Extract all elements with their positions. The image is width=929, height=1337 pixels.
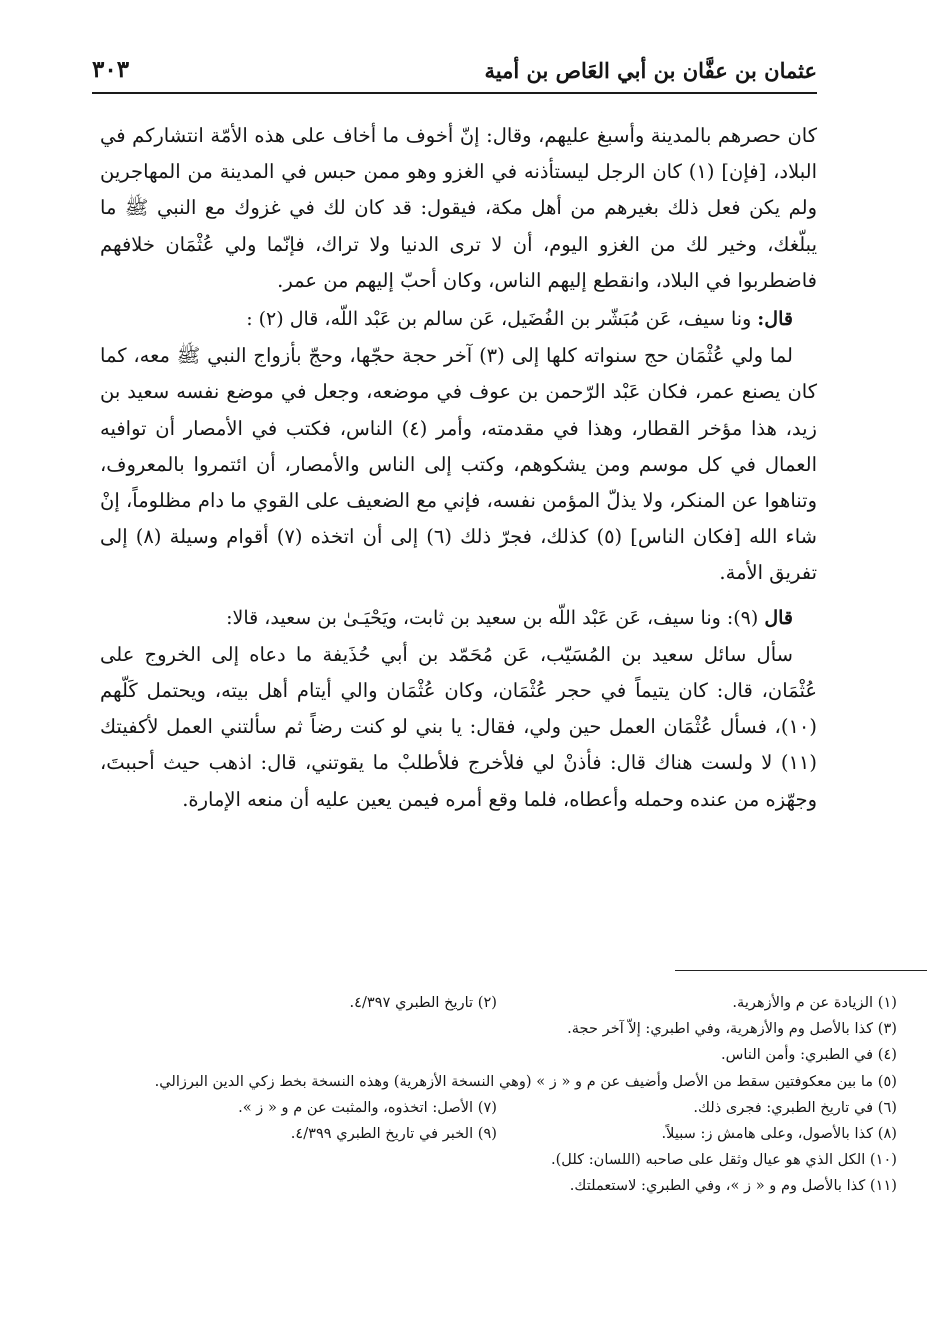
footnote-8: (٨) كذا بالأصول، وعلى هامش ز: سبيلاً. <box>661 1124 897 1142</box>
footnote-4: (٤) في الطبري: وأمن الناس. <box>720 1046 897 1064</box>
footnote-row <box>97 1095 897 1121</box>
footnote-9: (٩) الخبر في تاريخ الطبري ٤/٣٩٩. <box>290 1124 497 1142</box>
page-number: ٣٠٣ <box>92 56 130 83</box>
header-title: عثمان بن عفَّان بن أبي العَاص بن أمية <box>484 58 817 83</box>
isnad-text-2: (٩): ونا سيف، عَن عَبْد اللّه بن سعيد بن ثابت، ويَحْيَـىٰ بن سعيد، قالا: <box>226 606 765 629</box>
footnote-3: (٣) كذا بالأصل وم والأزهرية، وفي اطبري: إلاّ آخر حجة. <box>567 1020 897 1038</box>
paragraph-1: كان حصرهم بالمدينة وأسبغ عليهم، وقال: إنّ أخوف ما أخاف على هذه الأمّة انتشاركم في البلاد، [فإن] (١) كان الرجل ليستأذنه في الغزو وهو ممن حبس في المدينة من المهاجرين ولم يكن فعل ذلك بغيرهم من أهل مكة، فيقول: قد كان لك في غزوك مع النبي ﷺ ما يبلّغك، وخير لك من الغزو اليوم، أن لا ترى الدنيا ولا تراك، فإنّما ولي عُثْمَان خلافهم فاضطربوا في البلاد، وانقطع إليهم الناس، وكان أحبّ إليهم من عمر. <box>100 124 817 292</box>
footnotes <box>97 990 897 1199</box>
footnote-row <box>97 990 897 1016</box>
paragraph-2: لما ولي عُثْمَان حج سنواته كلها إلى (٣) آخر حجة حجّها، وحجّ بأزواج النبي ﷺ معه، كما كان يصنع عمر، فكان عَبْد الرّحمن بن عوف في موضعه، وجعل في موضع نفسه سعيد بن زيد، هذا مؤخر القطار، وهذا في مقدمته، وأمر (٤) الناس، فكتب في الأمصار أن توافيه العمال في كل موسم ومن يشكوهم، وكتب إلى الناس والأمصار، أن ائتمروا بالمعروف، وتناهوا عن المنكر، ولا يذلّ المؤمن نفسه، فإني مع الضعيف على القوي ما دام مظلوماً، إنْ شاء الله [فكان الناس] (٥) كذلك، فجرّ ذلك (٦) إلى أن اتخذه (٧) أقوام وسيلة (٨) إلى تفريق الأمة. <box>100 344 818 585</box>
qala-label-1: قال: <box>757 308 793 331</box>
main-text <box>100 118 817 818</box>
footnote-2: (٢) تاريخ الطبري ٤/٣٩٧. <box>349 994 497 1011</box>
footnote-7: (٧) الأصل: اتخذوه، والمثبت عن م و « ز ». <box>238 1098 497 1116</box>
footnote-10: (١٠) الكل الذي هو عيال وثقل على صاحبه (اللسان: كلل). <box>550 1151 897 1169</box>
footnote-separator <box>675 970 927 971</box>
footnote-6: (٦) في تاريخ الطبري: فجرى ذلك. <box>693 1098 897 1116</box>
isnad-line-1 <box>100 301 817 337</box>
footnote-1: (١) الزيادة عن م والأزهرية. <box>732 994 897 1011</box>
footnote-11: (١١) كذا بالأصل وم و « ز »، وفي الطبري: لاستعملتك. <box>569 1177 897 1195</box>
qala-label-2: قال <box>764 606 793 629</box>
footnote-row <box>97 1121 897 1147</box>
paragraph-3: سأل سائل سعيد بن المُسَيّب، عَن مُحَمّد بن أبي حُذَيفة ما دعاه إلى الخروج على عُثْمَان، قال: كان يتيماً في حجر عُثْمَان، وكان عُثْمَان والي أيتام أهل بيته، ويحتمل كَلّهم (١٠)، فسأل عُثْمَان العمل حين ولي، فقال: يا بني لو كنت رضاً ثم سألتني العمل لأكفيتك (١١) لا ولست هناك قال: فأذنْ لي فلأخرج فلأطلبْ ما يقوتني، قال: اذهب حيث أحببتَ، وجهّزه من عنده وحمله وأعطاه، فلما وقع أمره فيمن يعين عليه أن منعه الإمارة. <box>100 642 817 811</box>
footnote-5: (٥) ما بين معكوفتين سقط من الأصل وأضيف عن م و « ز » (وهي النسخة الأزهرية) وهذه النسخة بخط زكي الدين البرزالي. <box>154 1072 897 1090</box>
isnad-line-2 <box>100 600 817 636</box>
running-header <box>92 54 817 94</box>
isnad-text-1: ونا سيف، عَن مُبَشّر بن الفُضَيل، عَن سالم بن عَبْد اللّه، قال (٢) : <box>246 308 758 331</box>
